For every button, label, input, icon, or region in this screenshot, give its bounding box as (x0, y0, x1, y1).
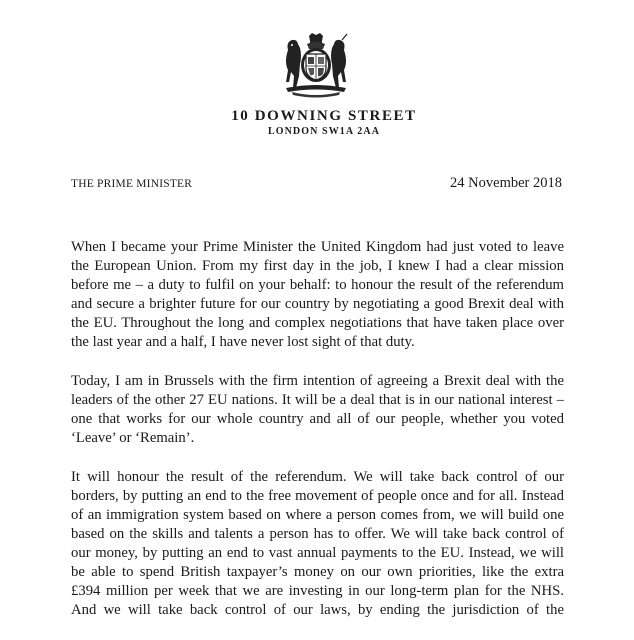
body-line: based on the skills and talents a person has to offer. We will take back control of (71, 526, 564, 542)
paragraph-3 (71, 468, 564, 620)
letter-date: 24 November 2018 (450, 175, 562, 191)
body-line: the European Union. From my first day in the job, I knew I had a clear mission (71, 258, 564, 274)
body-line: the last year and a half, I have never lost sight of that duty. (71, 334, 415, 350)
body-line: leaders of the other 27 EU nations. It will be a deal that is in our national interest – (71, 392, 564, 408)
paragraph-1 (71, 238, 564, 352)
royal-coat-of-arms-icon (282, 32, 350, 98)
body-line: and secure a brighter future for our country by negotiating a good Brexit deal with (71, 296, 564, 312)
body-line: our money, by putting an end to vast annual payments to the EU. Instead, we will (71, 545, 564, 561)
sender-title: THE PRIME MINISTER (71, 178, 193, 190)
body-line: And we will take back control of our laws, by ending the jurisdiction of the (71, 602, 564, 618)
body-line: ‘Leave’ or ‘Remain’. (71, 430, 195, 446)
body-line: It will honour the result of the referendum. We will take back control of our (71, 469, 564, 485)
address-postcode: LONDON SW1A 2AA (267, 126, 381, 137)
body-line: borders, by putting an end to the free movement of people once and for all. Instead (71, 488, 564, 504)
body-line: of an immigration system based on where a person comes from, we will build one (71, 507, 564, 523)
body-line: be able to spend British taxpayer’s money on our own priorities, like the extra (71, 564, 564, 580)
paragraph-2 (71, 372, 564, 448)
body-line: one that works for our whole country and all of our people, whether you voted (71, 411, 564, 427)
body-line: Today, I am in Brussels with the firm intention of agreeing a Brexit deal with the (71, 373, 564, 389)
body-line: £394 million per week that we are investing in our long-term plan for the NHS. (71, 583, 564, 599)
body-line: the EU. Throughout the long and complex negotiations that have taken place over (71, 315, 564, 331)
body-line: before me – a duty to fulfil on your behalf: to honour the result of the referendum (71, 277, 564, 293)
address-street: 10 DOWNING STREET (231, 108, 417, 124)
body-line: When I became your Prime Minister the United Kingdom had just voted to leave (71, 239, 564, 255)
